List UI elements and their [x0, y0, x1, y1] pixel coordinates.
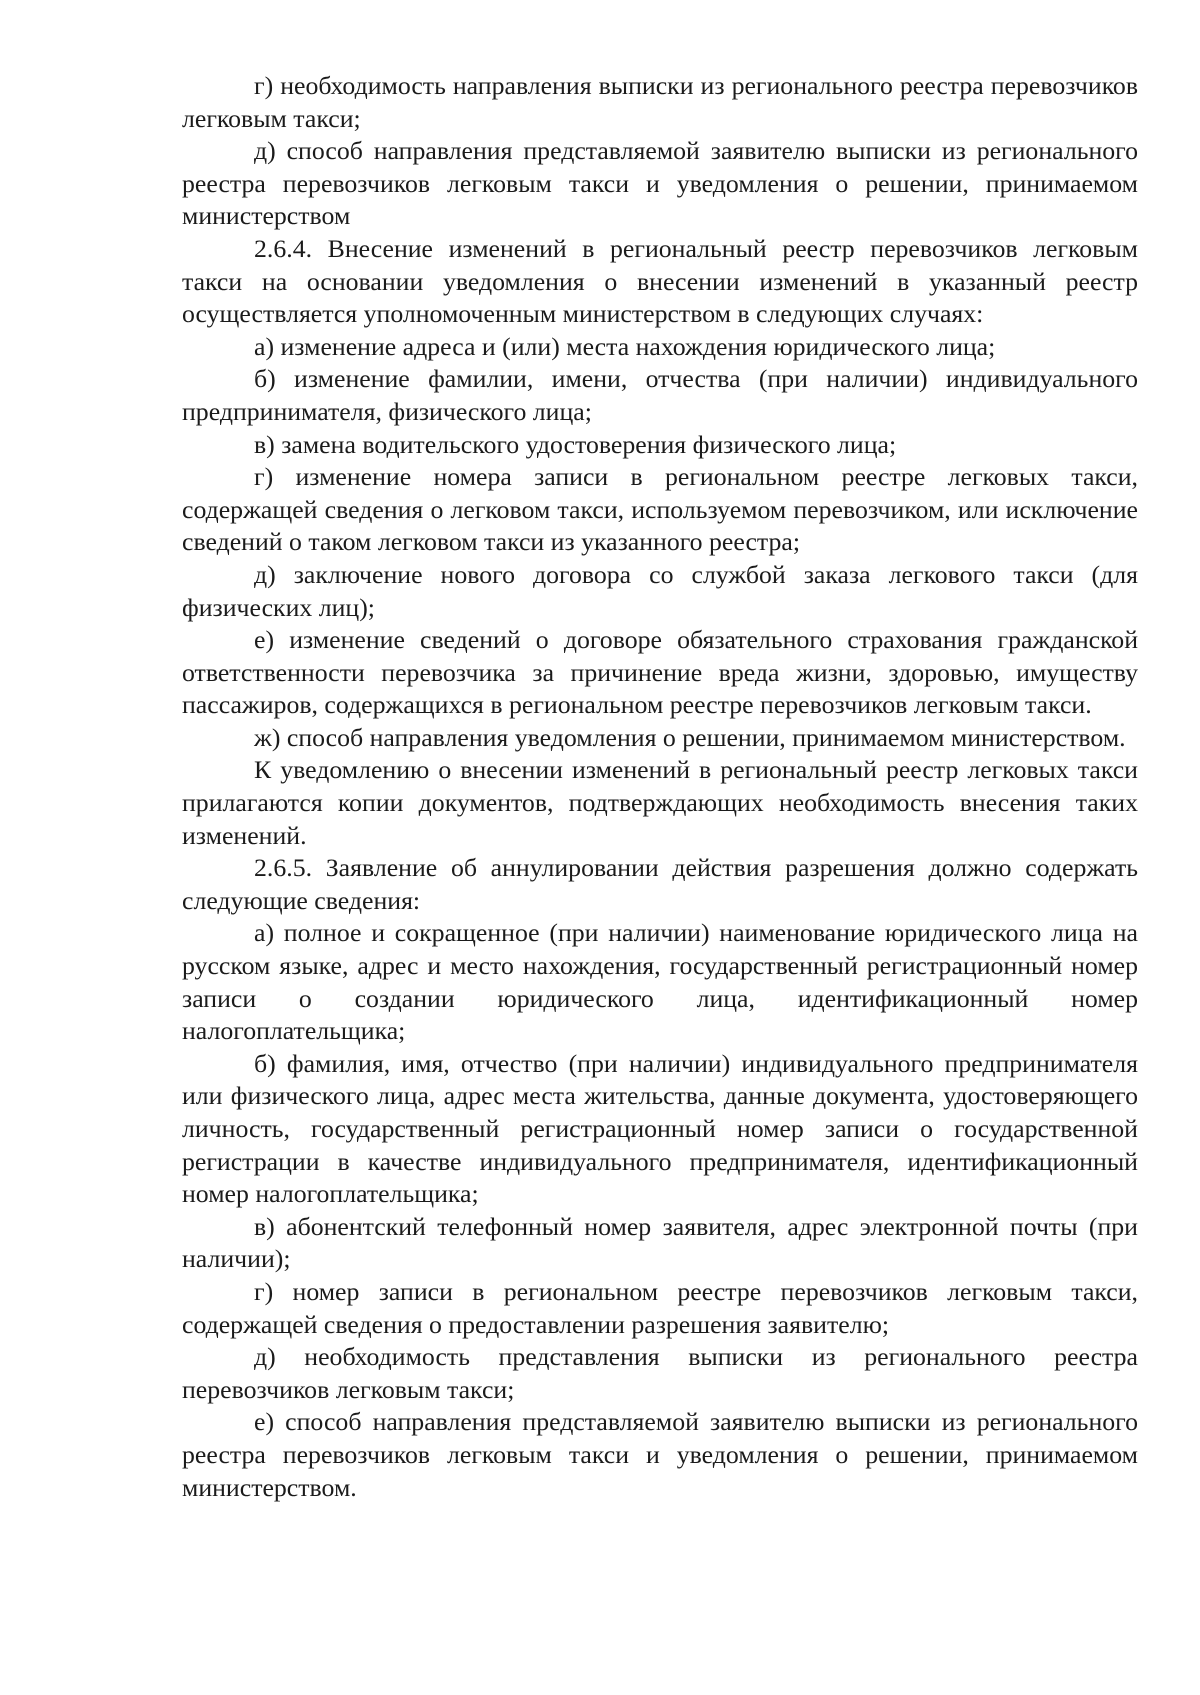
list-item-b-individual-info: б) фамилия, имя, отчество (при наличии) индивидуального предпринимателя или физического лица, адрес места жительства, данные документа, удостоверяющего личность, государственный регистрационный номер записи о государственной регистрации в качестве индивидуального предпринимателя, идентификационный номер налогоплательщика; [182, 1048, 1138, 1209]
list-item-a-legal-entity-info: а) полное и сокращенное (при наличии) наименование юридического лица на русском языке, адрес и место нахождения, государственный регистрационный номер записи о создании юридического лица, идентификационный номер налогоплательщика; [182, 918, 1138, 1046]
document-page [182, 70, 1138, 1504]
list-item-d-extract-need: д) необходимость представления выписки из регионального реестра перевозчиков легковым такси; [182, 1342, 1138, 1404]
list-item-g-registry-record-number: г) номер записи в региональном реестре перевозчиков легковым такси, содержащей сведения о предоставлении разрешения заявителю; [182, 1276, 1138, 1339]
list-item-e-insurance-change: е) изменение сведений о договоре обязательного страхования гражданской ответственности перевозчика за причинение вреда жизни, здоровью, имуществу пассажиров, содержащихся в региональном реестре перевозчиков легковым такси. [182, 625, 1138, 720]
list-item-e-delivery-method: е) способ направления представляемой заявителю выписки из регионального реестра перевозчиков легковым такси и уведомления о решении, принимаемом министерством. [182, 1407, 1138, 1502]
attachments-paragraph: К уведомлению о внесении изменений в региональный реестр легковых такси прилагаются копии документов, подтверждающих необходимость внесения таких изменений. [182, 755, 1138, 850]
section-2-6-5: 2.6.5. Заявление об аннулировании действия разрешения должно содержать следующие сведения: [182, 853, 1138, 915]
list-item-g-extract-need: г) необходимость направления выписки из регионального реестра перевозчиков легковым такси; [182, 71, 1138, 133]
list-item-g-registry-record-change: г) изменение номера записи в региональном реестре легковых такси, содержащей сведения о легковом такси, используемом перевозчиком, или исключение сведений о таком легковом такси из указанного реестра; [182, 462, 1138, 557]
list-item-v-contact-info: в) абонентский телефонный номер заявителя, адрес электронной почты (при наличии); [182, 1211, 1138, 1274]
list-item-d-new-contract: д) заключение нового договора со службой заказа легкового такси (для физических лиц); [182, 559, 1138, 622]
list-item-d-delivery-method: д) способ направления представляемой заявителю выписки из регионального реестра перевозчиков легковым такси и уведомления о решении, принимаемом министерством [182, 136, 1138, 231]
list-item-v-license-replacement: в) замена водительского удостоверения физического лица; [254, 429, 897, 459]
list-item-a-address-change: а) изменение адреса и (или) места нахождения юридического лица; [254, 331, 996, 361]
list-item-zh-notification-method: ж) способ направления уведомления о решении, принимаемом министерством. [254, 722, 1126, 752]
section-2-6-4: 2.6.4. Внесение изменений в региональный реестр перевозчиков легковым такси на основании уведомления о внесении изменений в указанный реестр осуществляется уполномоченным министерством в следующих случаях: [182, 233, 1138, 329]
list-item-b-name-change: б) изменение фамилии, имени, отчества (при наличии) индивидуального предпринимателя, физического лица; [182, 364, 1138, 426]
